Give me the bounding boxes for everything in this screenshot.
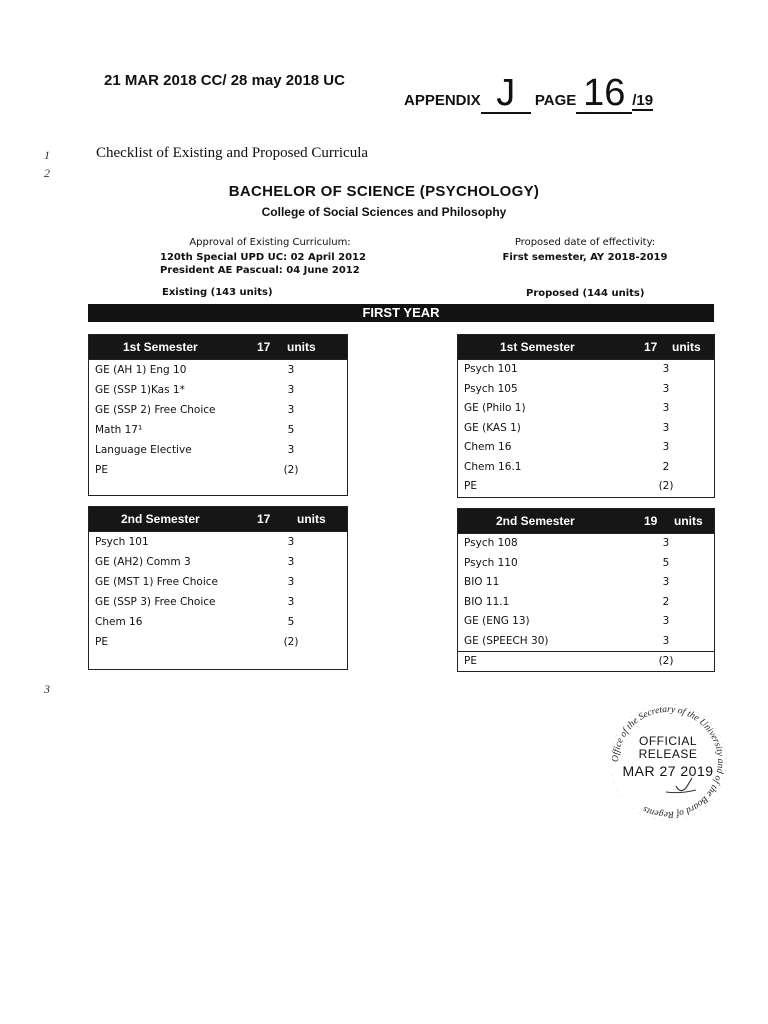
table-row [458, 438, 714, 458]
table-row [89, 572, 347, 592]
table-header [89, 507, 347, 532]
existing-sem2-table [88, 506, 348, 670]
semester-units: 19 [644, 514, 658, 528]
course-units: 3 [287, 576, 295, 588]
appendix-header [404, 74, 653, 112]
course-units: (2) [283, 464, 299, 476]
course-name: GE (SSP 3) Free Choice [95, 596, 216, 608]
course-units: 3 [662, 615, 670, 627]
table-row [458, 380, 714, 400]
stamp-line1: OFFICIAL [638, 734, 697, 748]
course-name: GE (Philo 1) [464, 402, 526, 414]
course-units: 3 [662, 634, 670, 647]
semester-title: 2nd Semester [496, 514, 575, 528]
course-units: 3 [662, 363, 670, 375]
table-row [458, 632, 714, 652]
table-row [89, 400, 347, 420]
course-units: 2 [662, 460, 670, 473]
table-row [458, 399, 714, 419]
course-name: GE (SPEECH 30) [464, 634, 549, 647]
table-header [458, 335, 714, 360]
course-name: GE (KAS 1) [464, 421, 521, 434]
checklist-title: Checklist of Existing and Proposed Curricula [96, 145, 369, 161]
course-units: 3 [662, 402, 670, 414]
course-name: GE (SSP 1)Kas 1* [95, 384, 185, 396]
course-units: 3 [287, 444, 295, 456]
course-name: PE [95, 464, 108, 476]
table-row [458, 419, 714, 439]
course-units: (2) [658, 480, 674, 492]
table-row [89, 440, 347, 460]
course-units: (2) [658, 655, 674, 667]
effectivity-label: Proposed date of effectivity: [514, 237, 656, 248]
table-row [89, 632, 347, 652]
table-row [458, 612, 714, 632]
existing-sem1-table [88, 334, 348, 496]
appendix-label: APPENDIX [404, 92, 481, 109]
units-label: units [674, 514, 703, 528]
page-label: PAGE [534, 92, 577, 109]
course-name: Psych 110 [464, 556, 518, 569]
semester-units: 17 [644, 340, 658, 354]
course-units: 3 [287, 384, 295, 396]
course-name: Psych 101 [464, 363, 518, 375]
course-name: Chem 16 [95, 616, 143, 628]
course-units: 3 [662, 441, 670, 453]
course-name: Psych 105 [464, 382, 518, 395]
course-units: 3 [662, 382, 670, 395]
approval-line2: President AE Pascual: 04 June 2012 [160, 265, 360, 276]
semester-units: 17 [257, 512, 271, 526]
course-units: 3 [287, 596, 295, 608]
table-row [458, 651, 714, 672]
line-number: 3 [44, 682, 50, 696]
existing-label: Existing (143 units) [162, 287, 273, 298]
proposed-sem2-table [457, 508, 715, 672]
table-row [89, 552, 347, 572]
stamp-date: MAR 27 2019 [622, 763, 714, 779]
course-name: GE (AH 1) Eng 10 [95, 364, 187, 376]
course-units: 5 [287, 616, 295, 628]
course-name: PE [95, 636, 108, 648]
course-units: 3 [287, 364, 295, 376]
table-header [458, 509, 714, 534]
page-total: /19 [632, 92, 654, 109]
table-row [458, 458, 714, 478]
official-release-stamp [606, 700, 730, 824]
semester-units: 17 [257, 340, 271, 354]
semester-title: 1st Semester [500, 340, 575, 354]
table-row [89, 532, 347, 552]
table-row [89, 612, 347, 632]
appendix-letter: J [481, 74, 531, 114]
line-number: 2 [44, 166, 50, 180]
units-label: units [297, 512, 326, 526]
approval-line1: 120th Special UPD UC: 02 April 2012 [160, 252, 366, 263]
course-name: BIO 11.1 [464, 595, 510, 608]
table-row [89, 380, 347, 400]
course-name: PE [464, 480, 477, 492]
meeting-dates: 21 MAR 2018 CC/ 28 may 2018 UC [104, 72, 345, 89]
course-name: Psych 101 [95, 536, 149, 548]
table-row [458, 360, 714, 380]
course-name: GE (AH2) Comm 3 [95, 556, 191, 568]
approval-label: Approval of Existing Curriculum: [189, 237, 351, 248]
college-name: College of Social Sciences and Philosophy [261, 205, 507, 219]
course-name: Math 17¹ [95, 424, 143, 436]
course-units: 3 [662, 421, 670, 434]
table-row [458, 573, 714, 593]
course-units: 5 [662, 556, 670, 569]
course-name: Chem 16.1 [464, 460, 522, 473]
course-units: 3 [287, 404, 295, 416]
page-number: 16 [576, 74, 632, 114]
effectivity-value: First semester, AY 2018-2019 [502, 252, 668, 263]
course-name: Language Elective [95, 444, 192, 456]
table-row [458, 477, 714, 497]
course-name: Chem 16 [464, 441, 512, 453]
program-title: BACHELOR OF SCIENCE (PSYCHOLOGY) [228, 183, 540, 200]
course-units: (2) [283, 636, 299, 648]
table-row [458, 593, 714, 613]
table-row [89, 460, 347, 480]
semester-title: 2nd Semester [121, 512, 200, 526]
line-number: 1 [44, 148, 50, 162]
table-row [458, 554, 714, 574]
course-units: 3 [662, 537, 670, 549]
proposed-label: Proposed (144 units) [526, 288, 645, 299]
table-row [89, 592, 347, 612]
course-name: GE (ENG 13) [464, 615, 530, 627]
stamp-ring-text: Office of the Secretary of the University and of the Board of Regents [610, 704, 726, 820]
units-label: units [672, 340, 701, 354]
proposed-sem1-table [457, 334, 715, 498]
course-name: GE (MST 1) Free Choice [95, 576, 218, 588]
course-name: Psych 108 [464, 537, 518, 549]
year-bar: FIRST YEAR [88, 304, 714, 322]
course-units: 3 [662, 576, 670, 588]
units-label: units [287, 340, 316, 354]
course-name: PE [464, 655, 477, 667]
course-name: BIO 11 [464, 576, 500, 588]
stamp-line2: RELEASE [638, 747, 698, 761]
signature-mark [606, 700, 730, 824]
table-header [89, 335, 347, 360]
course-units: 2 [662, 595, 670, 608]
course-units: 5 [287, 424, 295, 436]
course-name: GE (SSP 2) Free Choice [95, 404, 216, 416]
table-row [458, 534, 714, 554]
course-units: 3 [287, 536, 295, 548]
semester-title: 1st Semester [123, 340, 198, 354]
table-row [89, 420, 347, 440]
table-row [89, 360, 347, 380]
course-units: 3 [287, 556, 295, 568]
